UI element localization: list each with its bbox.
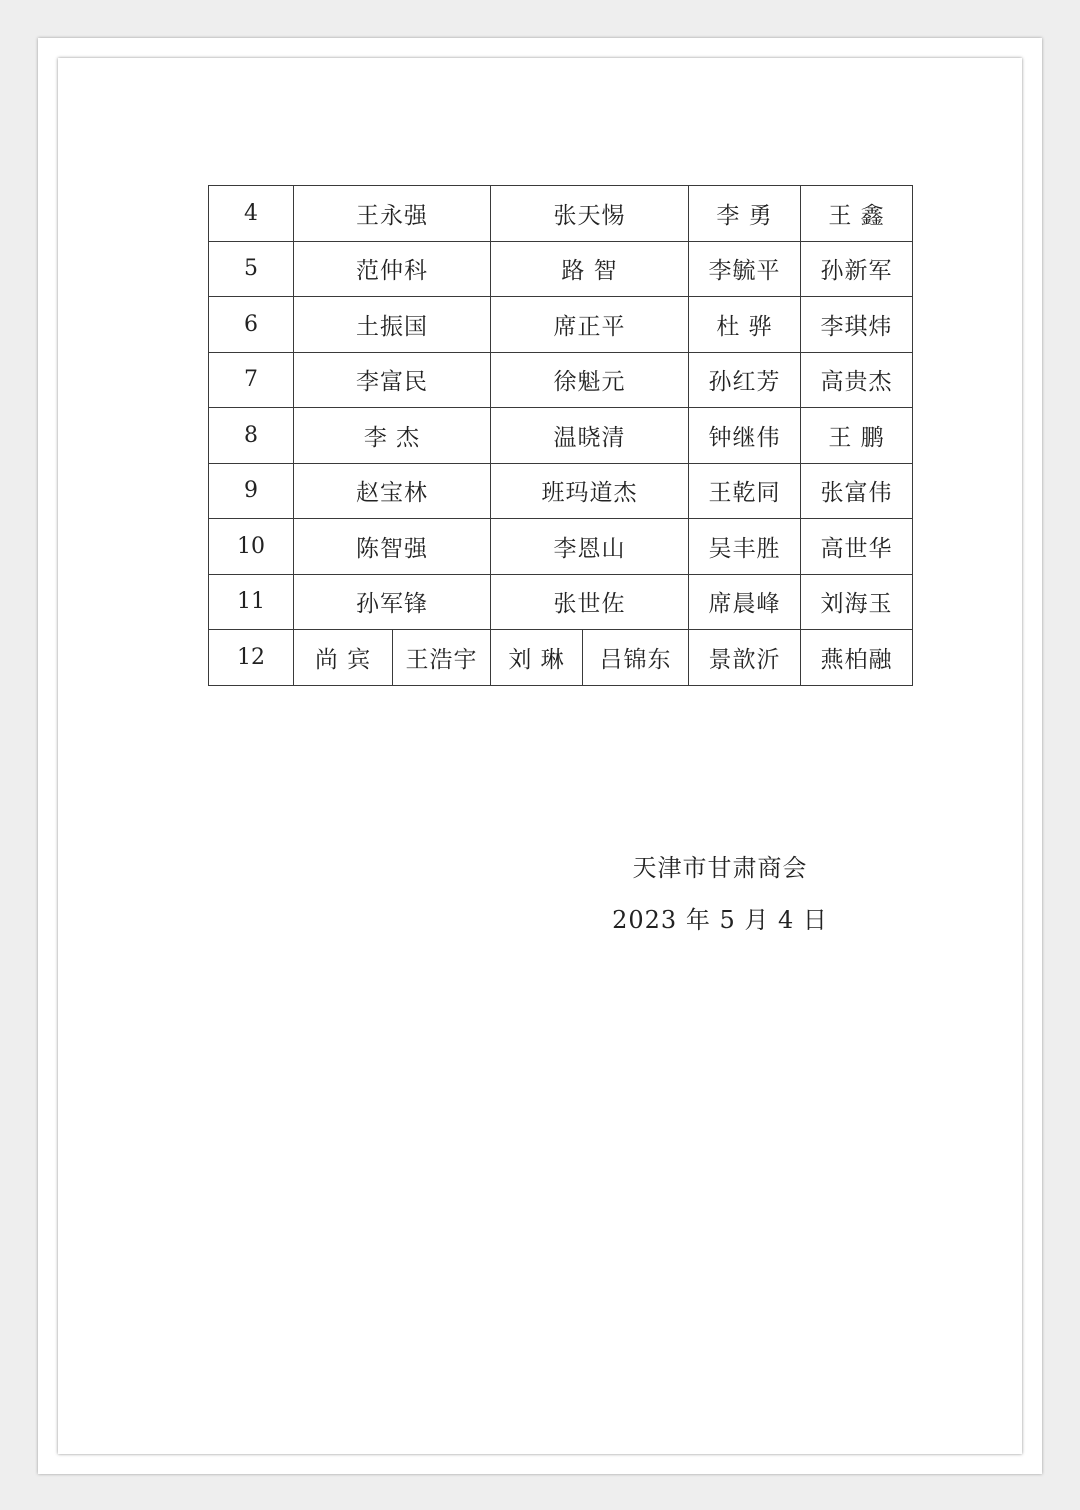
member-name: 张富伟	[801, 463, 913, 519]
member-name: 吴丰胜	[689, 519, 801, 575]
row-number: 6	[209, 297, 294, 353]
member-name: 王永强	[294, 186, 491, 242]
member-name: 高贵杰	[801, 352, 913, 408]
table-row	[209, 519, 913, 575]
member-name: 李琪炜	[801, 297, 913, 353]
table-row	[209, 408, 913, 464]
member-name: 李 勇	[689, 186, 801, 242]
member-name: 孙红芳	[689, 352, 801, 408]
member-name: 李富民	[294, 352, 491, 408]
member-name: 王 鑫	[801, 186, 913, 242]
member-name: 席晨峰	[689, 574, 801, 630]
member-name: 吕锦东	[583, 630, 689, 686]
table-row	[209, 241, 913, 297]
member-name: 张世佐	[491, 574, 689, 630]
table-row	[209, 352, 913, 408]
member-name: 土振国	[294, 297, 491, 353]
member-name: 王乾同	[689, 463, 801, 519]
member-name: 刘海玉	[801, 574, 913, 630]
row-number: 9	[209, 463, 294, 519]
member-name: 李毓平	[689, 241, 801, 297]
member-name: 刘 琳	[491, 630, 583, 686]
member-name: 温晓清	[491, 408, 689, 464]
row-number: 8	[209, 408, 294, 464]
table-row	[209, 463, 913, 519]
member-name: 陈智强	[294, 519, 491, 575]
member-name: 高世华	[801, 519, 913, 575]
row-number: 5	[209, 241, 294, 297]
member-name: 景歆沂	[689, 630, 801, 686]
row-number: 12	[209, 630, 294, 686]
member-name: 赵宝林	[294, 463, 491, 519]
organization-name: 天津市甘肃商会	[632, 854, 808, 882]
member-name: 范仲科	[294, 241, 491, 297]
member-name: 张天惕	[491, 186, 689, 242]
table-row	[209, 297, 913, 353]
member-name: 班玛道杰	[491, 463, 689, 519]
member-table	[208, 185, 913, 686]
row-number: 10	[209, 519, 294, 575]
member-name: 王 鹏	[801, 408, 913, 464]
member-name: 李 杰	[294, 408, 491, 464]
row-number: 7	[209, 352, 294, 408]
member-name: 燕柏融	[801, 630, 913, 686]
document-date: 2023 年 5 月 4 日	[612, 906, 828, 934]
member-name: 孙新军	[801, 241, 913, 297]
row-number: 4	[209, 186, 294, 242]
row-number: 11	[209, 574, 294, 630]
member-name: 杜 骅	[689, 297, 801, 353]
member-name: 钟继伟	[689, 408, 801, 464]
member-name: 席正平	[491, 297, 689, 353]
member-name: 孙军锋	[294, 574, 491, 630]
member-name: 徐魁元	[491, 352, 689, 408]
member-name: 路 智	[491, 241, 689, 297]
member-name: 尚 宾	[294, 630, 393, 686]
table-row	[209, 186, 913, 242]
member-name: 王浩宇	[393, 630, 491, 686]
member-name: 李恩山	[491, 519, 689, 575]
table-row	[209, 574, 913, 630]
table-row	[209, 630, 913, 686]
